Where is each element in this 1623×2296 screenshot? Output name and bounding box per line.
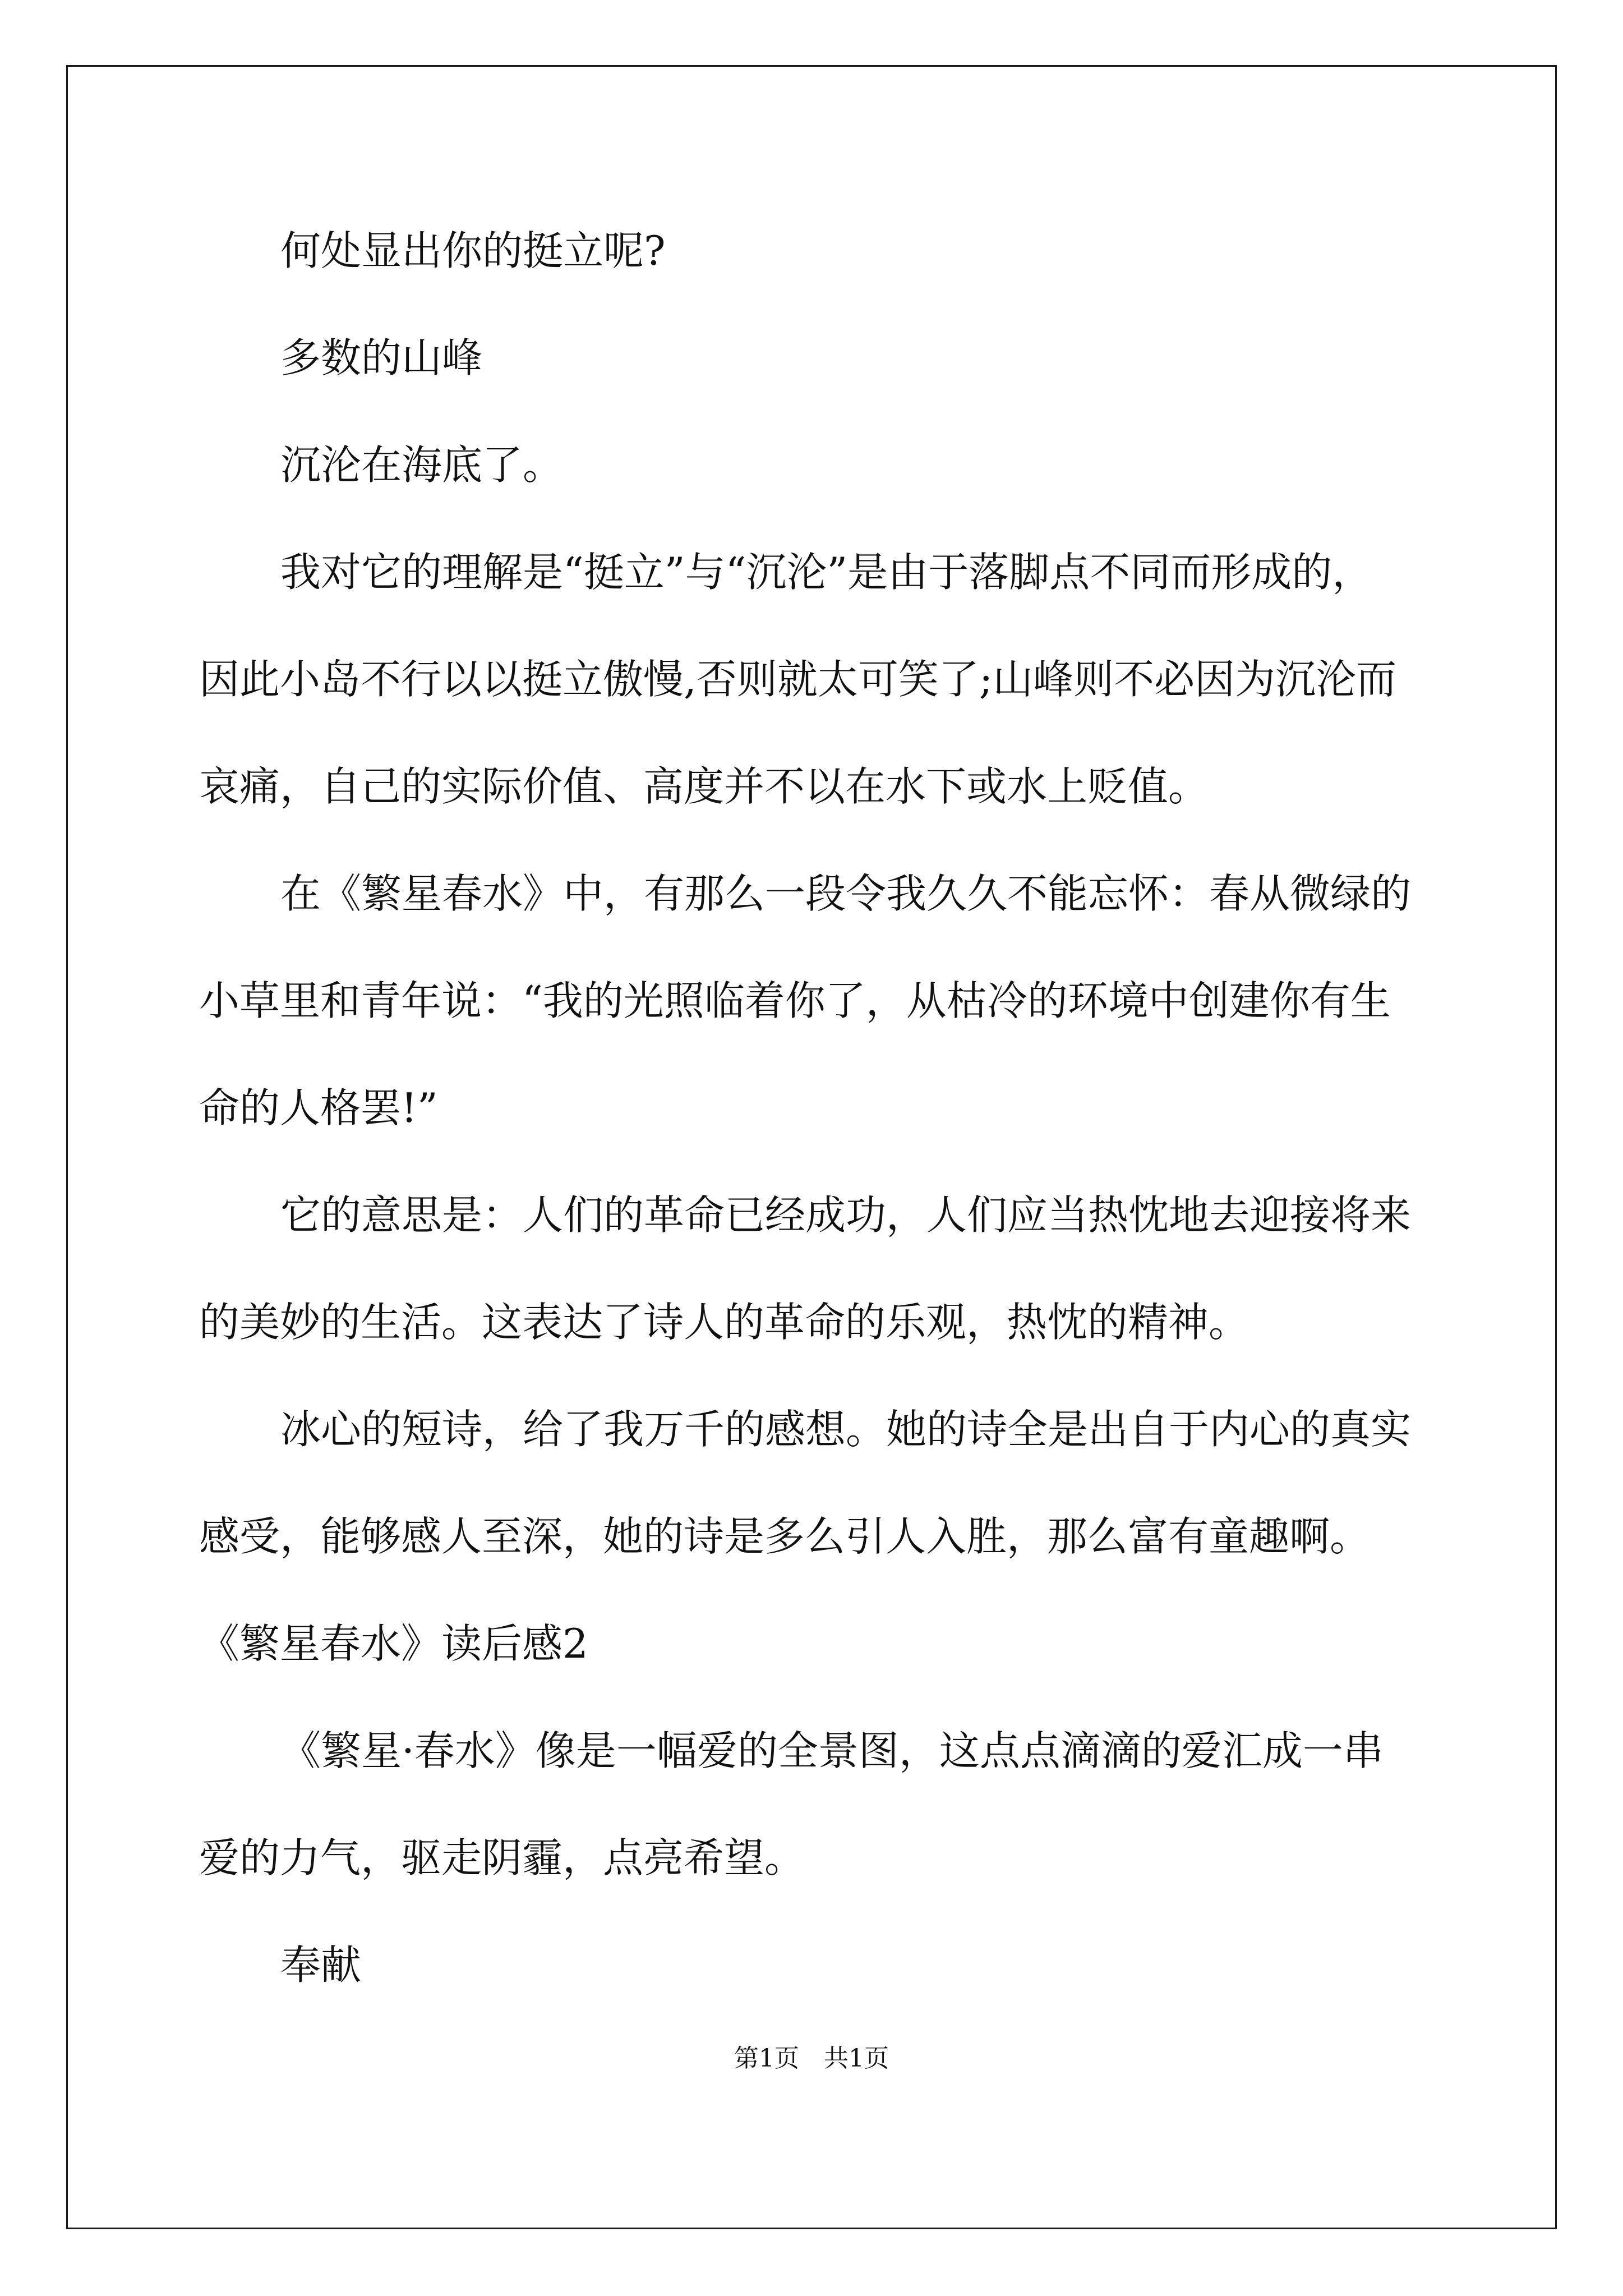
paragraph-line: 奉献 (280, 1941, 362, 1989)
paragraph-line: 小草里和青年说：“我的光照临着你了，从枯冷的环境中创建你有生 (199, 977, 1391, 1024)
paragraph-line: 多数的山峰 (280, 334, 483, 381)
paragraph-line: 冰心的短诗，给了我万千的感想。她的诗全是出自于内心的真实 (280, 1406, 1412, 1453)
paragraph-line: 我对它的理解是“挺立”与“沉沦”是由于落脚点不同而形成的， (280, 549, 1373, 596)
paragraph-line: 爱的力气，驱走阴霾，点亮希望。 (199, 1834, 805, 1881)
paragraph-line: 命的人格罢!” (199, 1084, 438, 1131)
paragraph-line: 在《繁星春水》中，有那么一段令我久久不能忘怀：春从微绿的 (280, 870, 1412, 917)
page-number-footer: 第1页 共1页 (734, 2044, 889, 2073)
paragraph-line: 哀痛，自己的实际价值、高度并不以在水下或水上贬值。 (199, 763, 1209, 810)
section-heading: 《繁星春水》读后感2 (199, 1620, 588, 1667)
paragraph-line: 沉沦在海底了。 (280, 441, 564, 489)
paragraph-line: 何处显出你的挺立呢? (280, 227, 666, 274)
paragraph-line: 它的意思是：人们的革命已经成功，人们应当热忱地去迎接将来 (280, 1191, 1412, 1239)
paragraph-line: 的美妙的生活。这表达了诗人的革命的乐观，热忱的精神。 (199, 1299, 1249, 1346)
paragraph-line: 《繁星·春水》像是一幅爱的全景图，这点点滴滴的爱汇成一串 (280, 1727, 1384, 1774)
paragraph-line: 因此小岛不行以以挺立傲慢,否则就太可笑了;山峰则不必因为沉沦而 (199, 656, 1397, 703)
paragraph-line: 感受，能够感人至深，她的诗是多么引人入胜，那么富有童趣啊。 (199, 1513, 1371, 1560)
